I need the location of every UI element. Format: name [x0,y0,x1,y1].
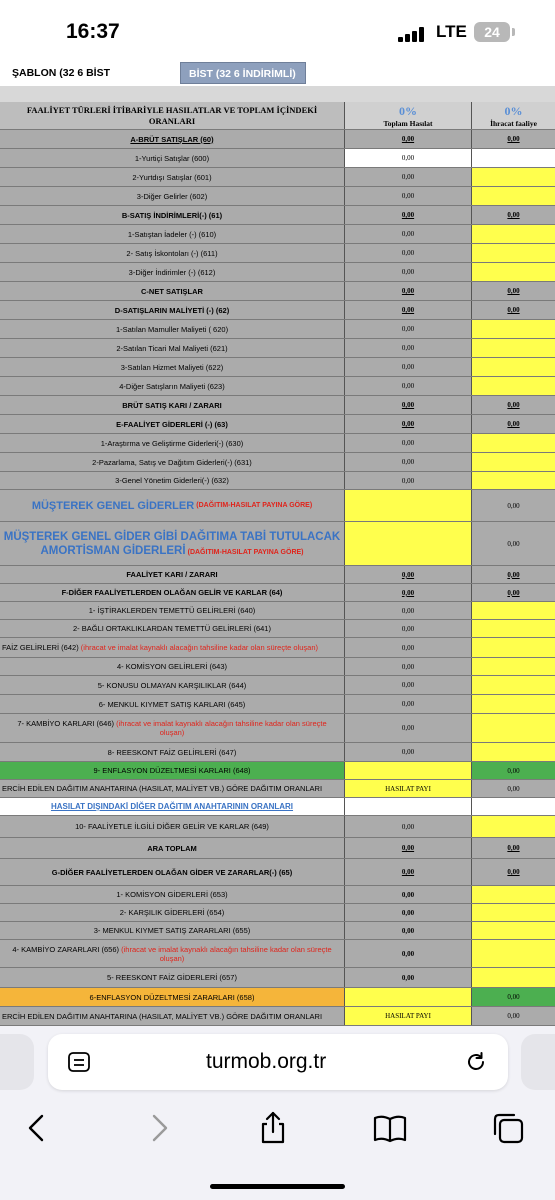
row-label: BRÜT SATIŞ KARI / ZARARI [0,396,345,414]
row-export[interactable] [472,225,555,243]
row-label: 3-Diğer Gelirler (602) [0,187,345,205]
row-export[interactable] [472,602,555,619]
row-label: 1-Yurtiçi Satışlar (600) [0,149,345,167]
row-label: B-SATIŞ İNDİRİMLERİ(-) (61) [0,206,345,224]
col2-percent: 0% [399,103,417,118]
col2-label: Toplam Hasılat [383,118,433,128]
table-row [0,940,555,968]
table-row [0,187,555,206]
col3-percent: 0% [504,103,523,118]
table-row [0,225,555,244]
fx-gain-note: (ihracat ve imalat kaynaklı alacağın tahsiline kadar olan süreçte [116,719,327,728]
row-label: 4-Diğer Satışların Maliyeti (623) [0,377,345,395]
row-total: 0,00 [345,244,472,262]
row-total: 0,00 [345,168,472,186]
row-export[interactable] [472,377,555,395]
table-row [0,339,555,358]
row-label: 1- KOMİSYON GİDERLERİ (653) [0,886,345,903]
row-total: 0,00 [345,339,472,357]
row-total: 0,00 [345,886,472,903]
table-row [0,301,555,320]
table-row [0,453,555,472]
row-export[interactable] [472,968,555,987]
row-export[interactable] [472,940,555,967]
row-export[interactable] [472,886,555,903]
back-icon[interactable] [20,1110,56,1146]
forward-icon[interactable] [140,1110,176,1146]
row-label: C-NET SATIŞLAR [0,282,345,300]
table-row-inflation-gain [0,762,555,780]
tab-bist[interactable]: BİST (32 6 İNDİRİMLİ) [180,62,306,84]
row-export: 0,00 [507,501,520,510]
interest-income-label: FAİZ GELİRLERİ (642) [2,643,79,652]
spreadsheet [0,86,555,1026]
row-label [0,798,345,815]
table-row [0,263,555,282]
table-row-depreciation [0,522,555,566]
row-label [0,490,345,521]
row-export[interactable] [472,620,555,637]
row-label: F-DİĞER FAALİYETLERDEN OLAĞAN GELİR VE KARLAR (64) [0,584,345,601]
address-bar[interactable] [48,1034,508,1090]
row-export[interactable] [472,695,555,713]
table-row [0,620,555,638]
row-label: 2- KARŞILIK GİDERLERİ (654) [0,904,345,921]
row-total: 0,00 [345,904,472,921]
row-label: 8- REESKONT FAİZ GELİRLERİ (647) [0,743,345,761]
row-export[interactable] [472,904,555,921]
row-label [0,940,345,967]
row-label: E-FAALİYET GİDERLERİ (-) (63) [0,415,345,433]
url-text[interactable]: turmob.org.tr [206,1050,327,1073]
row-label: 9- ENFLASYON DÜZELTMESİ KARLARI (648) [0,762,345,779]
row-export[interactable] [472,658,555,675]
row-export[interactable] [472,149,555,167]
table-row-inflation-loss [0,988,555,1007]
row-export[interactable] [472,244,555,262]
row-total: 0,00 [345,859,472,885]
shared-expenses-note: (DAĞITIM-HASILAT PAYINA GÖRE) [196,502,313,509]
table-row [0,358,555,377]
tabs-icon[interactable] [490,1110,526,1146]
table-row [0,282,555,301]
table-row-distribution [0,780,555,798]
row-export[interactable] [472,358,555,376]
row-export[interactable] [472,453,555,471]
row-label: 5- KONUSU OLMAYAN KARŞILIKLAR (644) [0,676,345,694]
row-total: 0,00 [345,206,472,224]
depreciation-label-line1: MÜŞTEREK GENEL GİDER GİBİ DAĞITIMA TABİ TUTULACAK [3,530,341,543]
row-export[interactable] [472,434,555,452]
battery-icon: 24 [474,22,510,42]
table-row-distribution [0,1007,555,1026]
row-label: 3-Satılan Hizmet Maliyeti (622) [0,358,345,376]
shared-expenses-label: MÜŞTEREK GENEL GİDERLER [31,499,195,512]
row-total: 0,00 [345,415,472,433]
table-header [0,102,555,130]
row-total: 0,00 [345,453,472,471]
reload-icon[interactable] [464,1050,488,1074]
row-label: FAALİYET KARI / ZARARI [0,566,345,583]
row-total: 0,00 [345,658,472,675]
row-export: 0,00 [507,570,520,579]
row-label: ERCİH EDİLEN DAĞITIM ANAHTARINA (HASILAT, MALİYET VB.) GÖRE DAĞITIM ORANLARI [0,1007,345,1025]
table-row [0,638,555,658]
row-total: 0,00 [345,816,472,837]
row-total: 0,00 [345,472,472,489]
table-row [0,743,555,762]
row-total: 0,00 [345,638,472,657]
row-export: 0,00 [507,868,520,876]
table-row [0,658,555,676]
row-total: 0,00 [345,358,472,376]
row-export: 0,00 [507,211,520,219]
table-row [0,904,555,922]
depreciation-label-line2: AMORTİSMAN GİDERLERİ [40,544,186,557]
header-title-line1: FAALİYET TÜRLERİ İTİBARİYLE HASILATLAR VE TOPLAM İÇİNDEKİ [26,104,318,115]
depreciation-note: (DAĞITIM-HASILAT PAYINA GÖRE) [187,548,304,556]
tab-sablon[interactable]: ŞABLON (32 6 BİST [4,62,180,84]
next-tab-peek[interactable] [521,1034,555,1090]
battery-tip [512,28,515,36]
page-menu-icon[interactable] [68,1052,90,1072]
row-label: 3-Genel Yönetim Giderleri(-) (632) [0,472,345,489]
table-row-shared-expenses [0,490,555,522]
row-total: 0,00 [345,301,472,319]
table-row [0,714,555,743]
table-row [0,695,555,714]
bookmarks-icon[interactable] [372,1110,408,1146]
home-indicator [210,1184,345,1189]
col3-label: İhracat faaliye [490,118,537,128]
interest-income-note: (ihracat ve imalat kaynaklı alacağın tahsiline kadar olan süreçte oluşan) [80,643,319,652]
fx-loss-note: (ihracat ve imalat kaynaklı alacağın tahsiline kadar olan süreçte [121,944,332,954]
header-title-cell [0,102,345,129]
previous-tab-peek[interactable] [0,1034,34,1090]
row-total: 0,00 [345,130,472,148]
clock: 16:37 [66,20,120,43]
table-row [0,244,555,263]
row-export: 0,00 [507,588,520,597]
row-total: 0,00 [345,695,472,713]
network-label: LTE [436,22,467,41]
row-label [0,522,345,565]
row-export[interactable] [472,339,555,357]
table-row [0,584,555,602]
table-row [0,206,555,225]
row-total[interactable] [345,490,472,521]
row-label: 4- KOMİSYON GELİRLERİ (643) [0,658,345,675]
table-row [0,415,555,434]
row-label [0,714,345,742]
row-total: 0,00 [345,566,472,583]
fx-loss-label: 4- KAMBİYO ZARARLARI (656) [12,944,120,954]
row-export[interactable] [472,320,555,338]
table-row [0,396,555,415]
row-total[interactable] [345,988,472,1006]
row-total: 0,00 [345,838,472,858]
row-label: D-SATIŞLARIN MALİYETİ (-) (62) [0,301,345,319]
row-label: 6-ENFLASYON DÜZELTMESİ ZARARLARI (658) [0,988,345,1006]
row-total: 0,00 [345,676,472,694]
row-export: 0,00 [507,420,520,428]
table-row-other-keys [0,798,555,816]
row-total[interactable] [345,762,472,779]
header-col2 [345,102,472,129]
row-export: 0,00 [472,762,555,779]
table-row [0,838,555,859]
row-export[interactable] [472,187,555,205]
row-total: 0,00 [345,320,472,338]
row-export: 0,00 [507,844,520,852]
row-export: 0,00 [507,784,520,793]
row-total: 0,00 [345,396,472,414]
sheet-tabs [0,62,555,84]
row-export: 0,00 [507,135,520,143]
row-total: 0,00 [345,225,472,243]
row-export[interactable] [472,676,555,694]
row-total: 0,00 [345,620,472,637]
row-export[interactable] [472,798,555,815]
row-label: ARA TOPLAM [0,838,345,858]
row-label: 3- MENKUL KIYMET SATIŞ ZARARLARI (655) [0,922,345,939]
row-export[interactable] [472,816,555,837]
table-row [0,968,555,988]
share-icon[interactable] [255,1110,291,1146]
row-total: 0,00 [345,434,472,452]
row-total: 0,00 [345,714,472,742]
row-export: 0,00 [507,401,520,409]
row-export: 0,00 [472,988,555,1006]
row-label: 2-Pazarlama, Satış ve Dağıtım Giderleri(-) (631) [0,453,345,471]
other-keys-link[interactable]: HASILAT DIŞINDAKİ DİĞER DAĞITIM ANAHTARININ ORANLARI [50,802,294,811]
row-label: A-BRÜT SATIŞLAR (60) [0,130,345,148]
row-export[interactable] [472,168,555,186]
row-export[interactable] [472,922,555,939]
table-row [0,149,555,168]
row-label: 2- BAĞLI ORTAKLIKLARDAN TEMETTÜ GELİRLERİ (641) [0,620,345,637]
row-export[interactable] [472,714,555,742]
fx-loss-note-2: oluşan) [159,953,185,963]
status-bar [0,0,555,62]
table-row [0,886,555,904]
table-row [0,859,555,886]
fx-gain-note-2: oluşan) [159,728,185,737]
table-row [0,434,555,453]
browser-toolbar [0,1026,555,1200]
header-title-line2: ORANLARI [148,115,196,126]
row-export: 0,00 [507,539,520,548]
table-row [0,602,555,620]
distribution-key[interactable]: HASILAT PAYI [345,780,472,797]
row-label: 6- MENKUL KIYMET SATIŞ KARLARI (645) [0,695,345,713]
row-label: 3-Diğer İndirimler (-) (612) [0,263,345,281]
row-label: 2-Yurtdışı Satışlar (601) [0,168,345,186]
row-label: ERCİH EDİLEN DAĞITIM ANAHTARINA (HASILAT, MALİYET VB.) GÖRE DAĞITIM ORANLARI [0,780,345,797]
table-row [0,676,555,695]
row-total: 0,00 [345,187,472,205]
row-total: 0,00 [345,377,472,395]
row-label: 1-Satıştan İadeler (-) (610) [0,225,345,243]
row-export: 0,00 [507,287,520,295]
row-total[interactable] [345,798,472,815]
row-label: 5- REESKONT FAİZ GİDERLERİ (657) [0,968,345,987]
row-label [0,638,345,657]
row-export[interactable] [472,743,555,761]
row-export: 0,00 [507,306,520,314]
row-total: 0,00 [345,940,472,967]
row-label: 1-Araştırma ve Geliştirme Giderleri(-) (630) [0,434,345,452]
table-row [0,922,555,940]
row-export[interactable] [472,472,555,489]
row-total[interactable]: 0,00 [345,149,472,167]
header-strip [0,86,555,103]
row-export: 0,00 [507,1012,520,1020]
row-total: 0,00 [345,263,472,281]
distribution-key[interactable]: HASILAT PAYI [345,1007,472,1025]
row-total: 0,00 [345,743,472,761]
row-export[interactable] [472,638,555,657]
row-total: 0,00 [345,282,472,300]
table-row [0,320,555,339]
row-label: 2- Satış İskontoları (-) (611) [0,244,345,262]
row-total[interactable] [345,522,472,565]
row-export[interactable] [472,263,555,281]
row-label: 1- İŞTİRAKLERDEN TEMETTÜ GELİRLERİ (640) [0,602,345,619]
header-col3 [472,102,555,129]
row-label: 1-Satılan Mamuller Maliyeti ( 620) [0,320,345,338]
table-row [0,816,555,838]
row-total: 0,00 [345,968,472,987]
fx-gain-label: 7- KAMBİYO KARLARI (646) [17,719,115,728]
signal-icon [398,26,430,42]
table-row [0,377,555,396]
row-total: 0,00 [345,922,472,939]
table-row [0,130,555,149]
row-label: 10- FAALİYETLE İLGİLİ DİĞER GELİR VE KARLAR (649) [0,816,345,837]
row-label: G-DİĞER FAALİYETLERDEN OLAĞAN GİDER VE ZARARLAR(-) (65) [0,859,345,885]
row-total: 0,00 [345,584,472,601]
row-label: 2-Satılan Ticari Mal Maliyeti (621) [0,339,345,357]
row-total: 0,00 [345,602,472,619]
table-row [0,168,555,187]
table-row [0,566,555,584]
table-row [0,472,555,490]
